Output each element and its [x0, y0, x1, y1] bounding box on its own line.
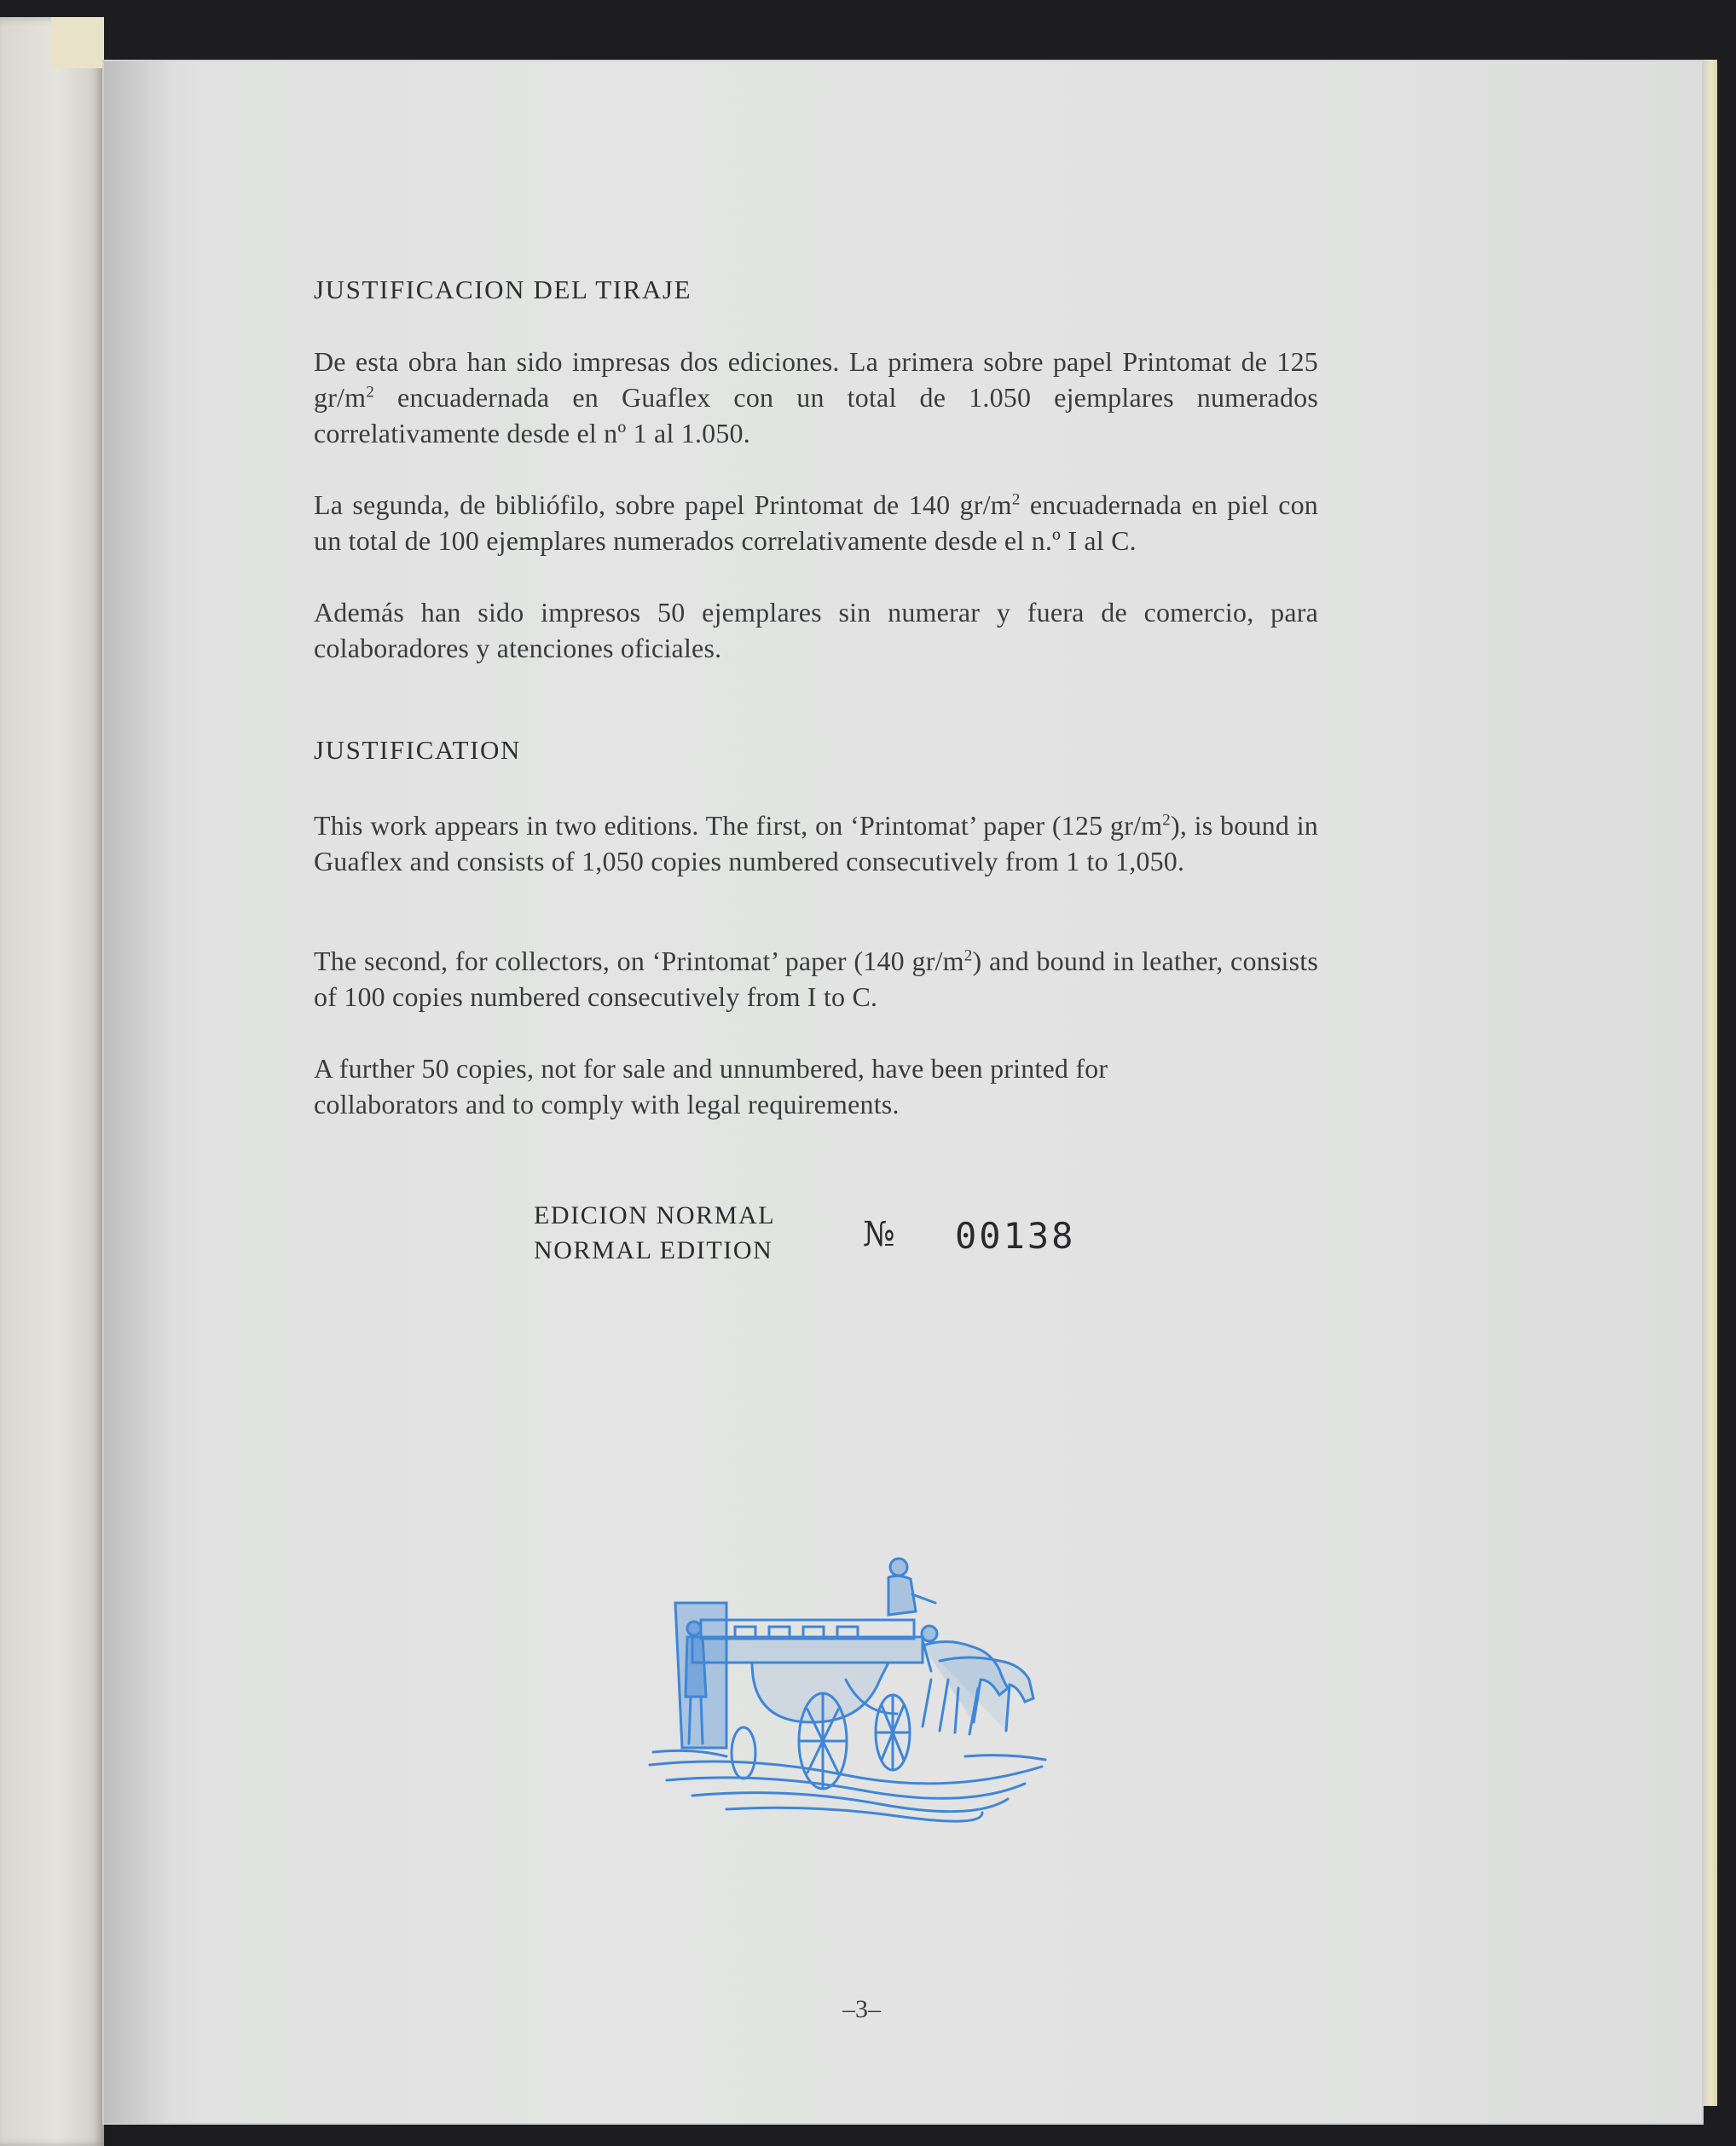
page-number: –3– [842, 1995, 881, 2023]
english-p1-superscript: 2 [1162, 811, 1171, 830]
spanish-paragraph-1 [314, 344, 1318, 451]
english-p2-text-a: The second, for collectors, on ‘Printomat’ paper (140 gr/m [314, 946, 964, 976]
english-p1-text-a: This work appears in two editions. The first, on ‘Printomat’ paper (125 gr/m [314, 810, 1163, 841]
english-paragraph-3 [314, 1050, 1318, 1122]
english-p3-line-1: A further 50 copies, not for sale and unnumbered, have been printed for [314, 1053, 1108, 1084]
spanish-p2-text-b: encuadernada en piel con un total de 100 ejemplares numerados correlativamente desde el n.º I al C. [314, 489, 1319, 556]
english-p2-text-b: ) and bound in leather, consists of 100 copies numbered consecutively from I to C. [314, 946, 1318, 1012]
spanish-paragraph-3: Además han sido impresos 50 ejemplares sin numerar y fuera de comercio, para colaboradores y atenciones oficiales. [314, 597, 1318, 663]
english-paragraph-1 [314, 807, 1318, 879]
number-sign: № [863, 1215, 895, 1254]
ground-hatching [650, 1750, 1045, 1821]
coach-driver [888, 1559, 935, 1615]
english-paragraph-2 [314, 943, 1318, 1015]
spanish-p2-superscript: 2 [1011, 490, 1021, 509]
english-p3-line-2: collaborators and to comply with legal requirements. [314, 1089, 900, 1119]
spanish-p2-text-a: La segunda, de bibliófilo, sobre papel Printomat de 140 gr/m [314, 489, 1012, 520]
copy-number: 00138 [955, 1215, 1076, 1257]
spanish-p1-text-a: De esta obra han sido impresas dos ediciones. La primera sobre papel Printomat de 125 gr/m [314, 346, 1318, 413]
english-p2-superscript: 2 [963, 946, 973, 965]
english-p1-text-b: ), is bound in Guaflex and consists of 1,050 copies numbered consecutively from 1 to 1,050. [314, 810, 1318, 876]
edition-label-english: NORMAL EDITION [534, 1236, 773, 1264]
spanish-heading: JUSTIFICACION DEL TIRAJE [314, 275, 692, 304]
edition-label [534, 1198, 775, 1268]
previous-page-edge [0, 17, 104, 2146]
spanish-paragraph-2 [314, 487, 1318, 558]
page-block-edge [1702, 60, 1717, 2106]
gutter-shadow [104, 61, 172, 2123]
horses [922, 1626, 1033, 1734]
english-heading: JUSTIFICATION [314, 735, 521, 765]
spanish-p1-text-b: encuadernada en Guaflex con un total de 1.050 ejemplares numerados correlativamente desde el nº 1 al 1.050. [314, 382, 1318, 448]
edition-label-spanish: EDICION NORMAL [534, 1201, 776, 1229]
spanish-p1-superscript: 2 [366, 383, 375, 402]
binding-corner [51, 17, 104, 68]
stagecoach-illustration [641, 1552, 1059, 1833]
